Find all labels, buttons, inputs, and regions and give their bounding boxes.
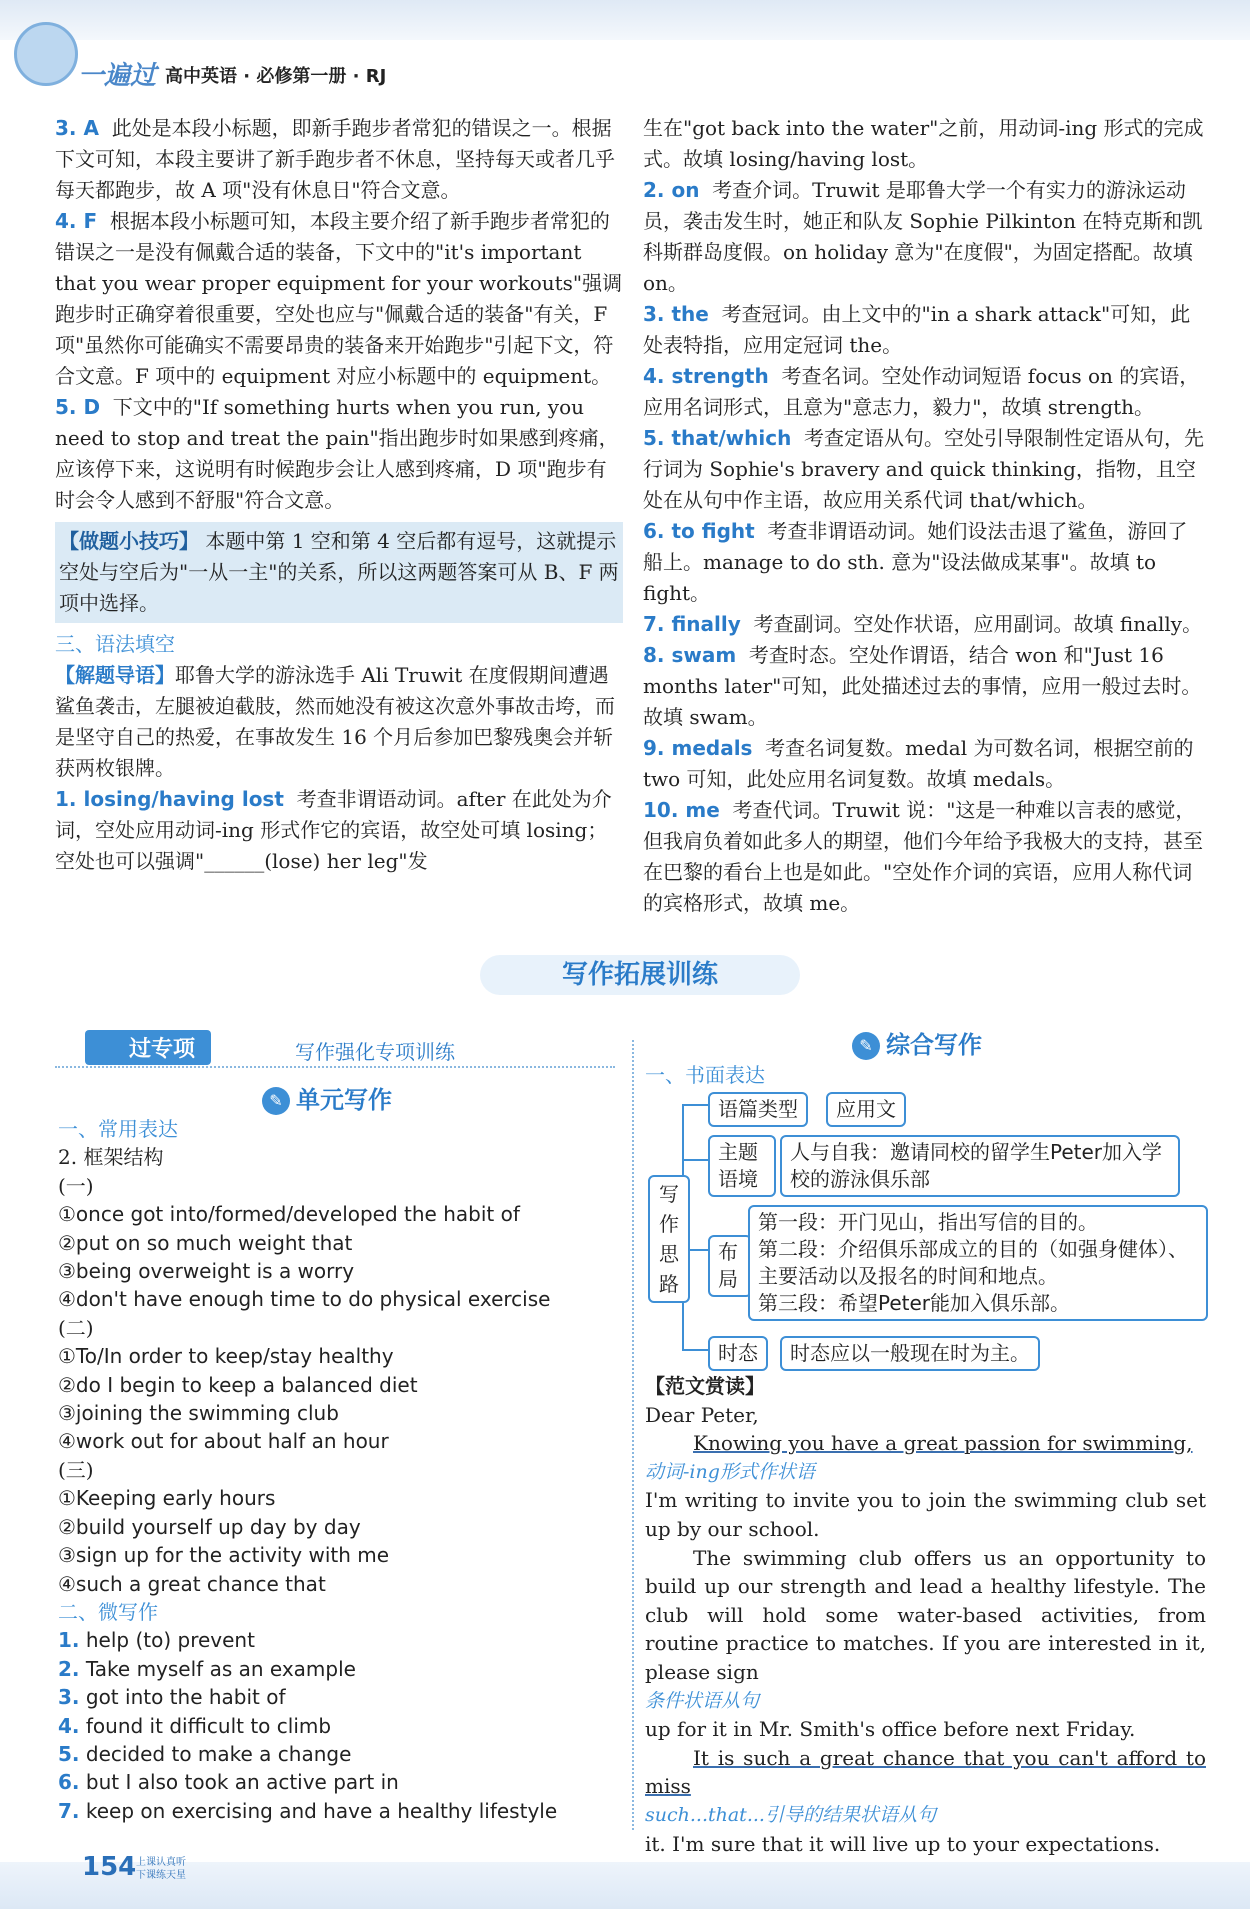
answer-item: 3. A 此处是本段小标题，即新手跑步者常犯的错误之一。根据下文可知，本段主要讲了新手跑步者不休息，坚持每天或者几乎每天都跑步，故 A 项"没有休息日"符合文意。: [55, 116, 615, 202]
guide: 【解题导语】耶鲁大学的游泳选手 Ali Truwit 在度假期间遭遇鲨鱼袭击，左腿被迫截肢，然而她没有被这次意外事故击垮，而是坚守自己的热爱，在事故发生 16 个月后参加巴黎残奥会并斩获两枚银牌。: [55, 663, 615, 780]
strip-text: 写作强化专项训练: [295, 1040, 455, 1064]
group-head: (一): [58, 1173, 94, 1198]
answer-item: 6. to fight 考查非谓语动词。她们设法击退了鲨鱼，游回了船上。manage to do sth. 意为"设法做成某事"。故填 to fight。: [643, 519, 1188, 605]
model-essay: [645, 1372, 1206, 1915]
answer-item: 1. losing/having lost 考查非谓语动词。after 在此处为介词，空处应用动词-ing 形式作它的宾语，故空处可填 losing；空处也可以强调"______(lose) her leg"发: [55, 787, 612, 873]
expression-line: ③joining the swimming club: [58, 1401, 339, 1426]
theme-value: 人与自我：邀请同校的留学生Peter加入学校的游泳俱乐部: [780, 1135, 1180, 1197]
micro-item: 3. got into the habit of: [58, 1685, 286, 1710]
essay-paragraph: It is such a great chance that you can't afford to miss: [645, 1745, 1206, 1799]
answer-item: 2. on 考查介词。Truwit 是耶鲁大学一个有实力的游泳运动员，袭击发生时，她正和队友 Sophie Pilkinton 在特克斯和凯科斯群岛度假。on holiday 意为"在度假"，为固定搭配。故填 on。: [643, 178, 1203, 295]
unit-writing-title: ✎ 单元写作: [262, 1080, 392, 1115]
expression-line: ②put on so much weight that: [58, 1230, 353, 1255]
frame-label: 2. 框架结构: [58, 1145, 164, 1170]
expression-line: ①Keeping early hours: [58, 1486, 276, 1511]
micro-item: 1. help (to) prevent: [58, 1628, 255, 1653]
expression-line: ③being overweight is a worry: [58, 1259, 355, 1284]
expression-line: ②build yourself up day by day: [58, 1514, 361, 1539]
essay-paragraph: up for it in Mr. Smith's office before next Friday.: [645, 1717, 1136, 1742]
essay-paragraph: I'm writing to invite you to join the swimming club set up by our school.: [645, 1488, 1206, 1541]
expression-line: ②do I begin to keep a balanced diet: [58, 1372, 418, 1397]
section-title: 一、常用表达: [58, 1117, 178, 1141]
expression-line: ④such a great chance that: [58, 1571, 326, 1596]
comprehensive-writing-title: ✎ 综合写作: [852, 1025, 982, 1060]
expression-line: ③sign up for the activity with me: [58, 1543, 390, 1568]
annotation: 动词-ing形式作状语: [645, 1460, 815, 1483]
expression-line: ①To/In order to keep/stay healthy: [58, 1344, 394, 1369]
annotation: such...that...引导的结果状语从句: [645, 1803, 936, 1826]
answer-item: 7. finally 考查副词。空处作状语，应用副词。故填 finally。: [643, 612, 1203, 636]
essay-greeting: Dear Peter,: [645, 1402, 759, 1427]
answer-item: 5. D 下文中的"If something hurts when you run, you need to stop and treat the pain"指出跑步时如果感到疼痛，应该停下来，这说明有时候跑步会让人感到疼痛，D 项"跑步有时会令人感到不舒服"符合文意。: [55, 395, 619, 512]
theme-label: 主题语境: [708, 1135, 776, 1197]
group-head: (三): [58, 1457, 94, 1482]
section-title: 三、语法填空: [55, 632, 175, 656]
micro-item: 5. decided to make a change: [58, 1741, 352, 1766]
micro-item: 6. but I also took an active part in: [58, 1770, 399, 1795]
annotation: 条件状语从句: [645, 1689, 760, 1712]
tip-text: 本题中第 1 空和第 4 空后都有逗号，这就提示空处与空后为"一从一主"的关系，所以这两题答案可从 B、F 两项中选择。: [59, 529, 619, 615]
expression-line: ④work out for about half an hour: [58, 1429, 389, 1454]
answer-item: 4. strength 考查名词。空处作动词短语 focus on 的宾语，应用名词形式，且意为"意志力，毅力"，故填 strength。: [643, 364, 1200, 419]
essay-label: 【范文赏读】: [645, 1374, 765, 1398]
header-title: 高中英语 · 必修第一册 · RJ: [165, 66, 387, 87]
section-title: 二、微写作: [58, 1599, 158, 1624]
tense-value: 时态应以一般现在时为主。: [780, 1336, 1040, 1371]
answer-item: 8. swam 考查时态。空处作谓语，结合 won 和"Just 16 months later"可知，此处描述过去的事情，应用一般过去时。故填 swam。: [643, 643, 1202, 729]
essay-paragraph: it. I'm sure that it will live up to your expectations.: [645, 1831, 1161, 1856]
footer-slogan: 上课认真听 下课练天星: [136, 1857, 186, 1881]
section-title: 一、书面表达: [645, 1063, 765, 1087]
answer-item: 3. the 考查冠词。由上文中的"in a shark attack"可知，此处表特指，应用定冠词 the。: [643, 302, 1191, 357]
essay-paragraph: Knowing you have a great passion for swimming,: [693, 1431, 1193, 1456]
header-brand: 一遍过: [78, 61, 157, 91]
pen-icon: ✎: [262, 1087, 290, 1115]
layout-label: 布局: [708, 1235, 752, 1297]
genre-value: 应用文: [826, 1092, 906, 1127]
strip-tag: 过专项: [85, 1030, 211, 1065]
layout-line: 第三段：希望Peter能加入俱乐部。: [758, 1291, 1071, 1315]
answer-item: 5. that/which 考查定语从句。空处引导限制性定语从句，先行词为 Sophie's bravery and quick thinking，指物，且空处在从句中作主语，故应用关系代词 that/which。: [643, 426, 1205, 512]
micro-item: 4. found it difficult to climb: [58, 1713, 332, 1738]
layout-values: [748, 1205, 1208, 1321]
mindmap-root: 写作思路: [648, 1175, 690, 1303]
tense-label: 时态: [708, 1336, 768, 1371]
micro-item: 2. Take myself as an example: [58, 1656, 356, 1681]
micro-item: 7. keep on exercising and have a healthy lifestyle: [58, 1798, 558, 1823]
expression-line: ①once got into/formed/developed the habit of: [58, 1202, 520, 1227]
genre-label: 语篇类型: [708, 1092, 808, 1127]
layout-line: 第一段：开门见山，指出写信的目的。: [758, 1210, 1098, 1234]
expression-line: ④don't have enough time to do physical exercise: [58, 1287, 551, 1312]
group-head: (二): [58, 1315, 94, 1340]
pen-icon: ✎: [852, 1032, 880, 1060]
answer-item: 10. me 考查代词。Truwit 说："这是一种难以言表的感觉，但我肩负着如此多人的期望，他们今年给予我极大的支持，甚至在巴黎的看台上也是如此。"空处作介词的宾语，应用人称代词的宾格形式，故填 me。: [643, 798, 1203, 915]
layout-line: 第二段：介绍俱乐部成立的目的（如强身健体）、主要活动以及报名的时间和地点。: [758, 1237, 1188, 1288]
writing-banner: 写作拓展训练: [480, 955, 800, 995]
answer-item: 4. F 根据本段小标题可知，本段主要介绍了新手跑步者常犯的错误之一是没有佩戴合适的装备，下文中的"it's important that you wear proper equipment for your workouts"强调跑步时正确穿着很重要，空处也应与"佩戴合适的装备"有关，F 项"虽然你可能确实不需要昂贵的装备来开始跑步"引起下文，符合文意。F 项中的 equipment 对应小标题中的 equipment。: [55, 209, 623, 388]
continued-text: 生在"got back into the water"之前，用动词-ing 形式的完成式。故填 losing/having lost。: [643, 116, 1204, 171]
essay-paragraph: The swimming club offers us an opportunity to build up our strength and lead a healthy lifestyle. The club will hold some water-based activities, from routine practice to matches. If you are interested in it, please sign: [645, 1545, 1206, 1684]
page-number: 154: [82, 1852, 137, 1882]
answer-item: 9. medals 考查名词复数。medal 为可数名词，根据空前的 two 可知，此处应用名词复数。故填 medals。: [643, 736, 1194, 791]
tip-label: 【做题小技巧】: [59, 529, 199, 553]
